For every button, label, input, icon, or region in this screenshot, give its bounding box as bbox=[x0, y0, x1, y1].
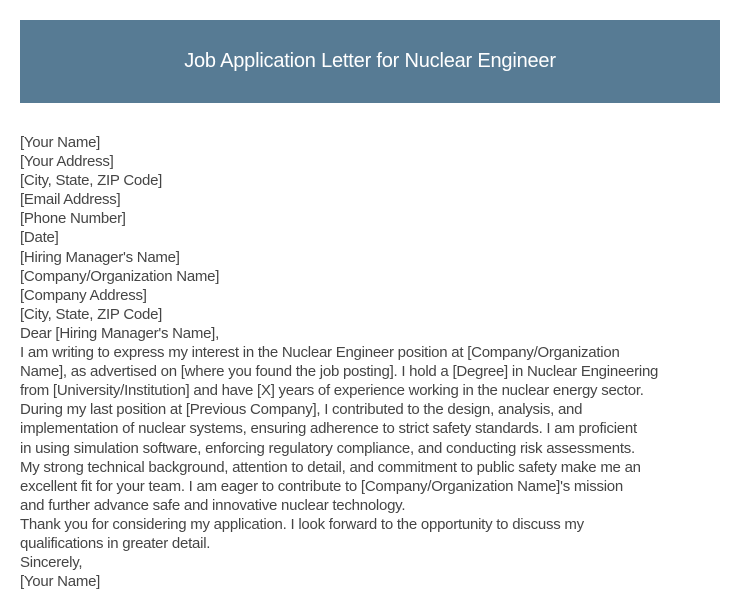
letter-body bbox=[20, 133, 730, 591]
address-line: [Phone Number] bbox=[20, 210, 126, 228]
body-line: Name], as advertised on [where you found the job posting]. I hold a [Degree] in Nuclear Engineering bbox=[20, 363, 659, 381]
body-line: excellent fit for your team. I am eager to contribute to [Company/Organization Name]'s mission bbox=[20, 477, 623, 495]
signoff: Sincerely, bbox=[20, 554, 83, 572]
body-line: My strong technical background, attention to detail, and commitment to public safety make me an bbox=[20, 458, 641, 476]
address-line: [City, State, ZIP Code] bbox=[20, 305, 163, 323]
body-paragraph bbox=[20, 343, 730, 515]
body-line: I am writing to express my interest in the Nuclear Engineer position at [Company/Organization bbox=[20, 344, 620, 362]
body-line: in using simulation software, enforcing regulatory compliance, and conducting risk assessments. bbox=[20, 439, 635, 457]
address-line: [Hiring Manager's Name] bbox=[20, 248, 180, 266]
body-line: from [University/Institution] and have [X] years of experience working in the nuclear energy sector. bbox=[20, 382, 644, 400]
body-line: During my last position at [Previous Company], I contributed to the design, analysis, and bbox=[20, 401, 583, 419]
signature: [Your Name] bbox=[20, 573, 101, 591]
address-line: [Your Address] bbox=[20, 153, 114, 171]
address-line: [Email Address] bbox=[20, 191, 121, 209]
address-line: [Company/Organization Name] bbox=[20, 267, 220, 285]
page-title: Job Application Letter for Nuclear Engineer bbox=[184, 50, 556, 72]
closing-line: Thank you for considering my application. I look forward to the opportunity to discuss my bbox=[20, 515, 584, 533]
address-line: [Company Address] bbox=[20, 286, 147, 304]
body-line: implementation of nuclear systems, ensuring adherence to strict safety standards. I am proficient bbox=[20, 420, 637, 438]
address-line: [Date] bbox=[20, 229, 59, 247]
address-line: [Your Name] bbox=[20, 134, 101, 151]
salutation: Dear [Hiring Manager's Name], bbox=[20, 324, 220, 342]
address-line: [City, State, ZIP Code] bbox=[20, 172, 163, 190]
closing-paragraph bbox=[20, 515, 730, 553]
closing-line: qualifications in greater detail. bbox=[20, 534, 211, 552]
body-line: and further advance safe and innovative nuclear technology. bbox=[20, 496, 406, 514]
title-banner bbox=[20, 20, 720, 103]
sender-recipient-block bbox=[20, 133, 730, 324]
